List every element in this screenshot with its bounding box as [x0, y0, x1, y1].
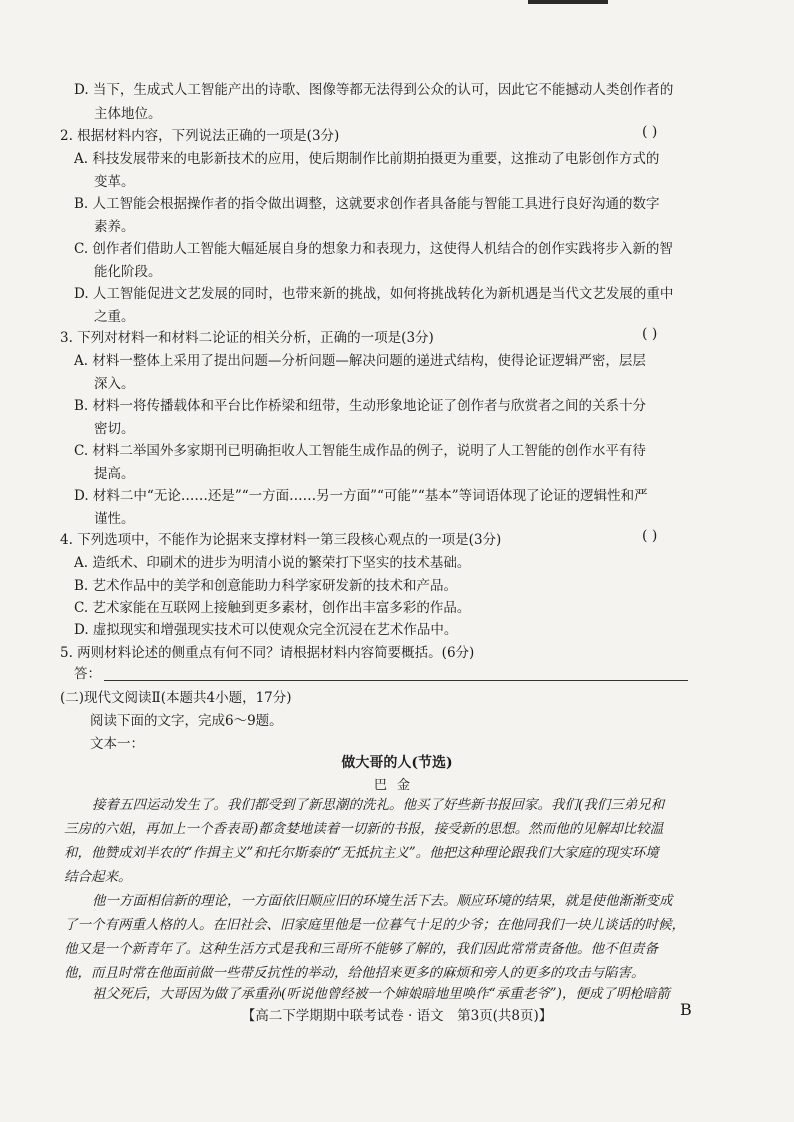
q2-option-a-cont: 变革。: [94, 174, 135, 190]
question-4-answer-paren: ( ): [642, 528, 658, 544]
passage-line: 接着五四运动发生了。我们都受到了新思潮的洗礼。他买了好些新书报回家。我们(我们三弟兄和: [92, 797, 665, 813]
q2-option-c-cont: 能化阶段。: [94, 264, 162, 280]
q3-option-a-cont: 深入。: [94, 376, 135, 392]
q3-option-c: C. 材料二举国外多家期刊已明确拒收人工智能生成作品的例子，说明了人工智能的创作水平有待: [74, 443, 646, 459]
question-5-stem: 5. 两则材料论述的侧重点有何不同？请根据材料内容简要概括。(6分): [60, 645, 475, 661]
passage-line: 他又是一个新青年了。这种生活方式是我和三哥所不能够了解的，我们因此常常责备他。他不但责备: [64, 941, 658, 957]
passage-line: 了一个有两重人格的人。在旧社会、旧家庭里他是一位暮气十足的少爷；在他同我们一块儿谈话的时候，: [64, 917, 685, 933]
q2-option-b: B. 人工智能会根据操作者的指令做出调整，这就要求创作者具备能与智能工具进行良好沟通的数字: [74, 196, 660, 212]
answer-blank-line[interactable]: [104, 680, 688, 681]
q2-option-a: A. 科技发展带来的电影新技术的应用，使后期制作比前期拍摄更为重要，这推动了电影创作方式的: [74, 151, 660, 167]
q3-option-d: D. 材料二中“无论……还是”“一方面……另一方面”“可能”“基本”等词语体现了论证的逻辑性和严: [74, 488, 648, 504]
q4-option-c: C. 艺术家能在互联网上接触到更多素材，创作出丰富多彩的作品。: [74, 600, 471, 616]
scan-mark: [528, 0, 608, 4]
text-label: 文本一：: [90, 736, 144, 752]
question-4-stem: 4. 下列选项中，不能作为论据来支撑材料一第三段核心观点的一项是(3分): [60, 532, 502, 548]
section-2-instruction: 阅读下面的文字，完成6～9题。: [90, 713, 283, 729]
question-2-answer-paren: ( ): [642, 124, 658, 140]
passage-title: 做大哥的人(节选): [341, 755, 453, 771]
q2-option-d: D. 人工智能促进文艺发展的同时，也带来新的挑战，如何将挑战转化为新机遇是当代文艺发展的重中: [74, 286, 674, 302]
passage-line: 他，而且时常在他面前做一些带反抗性的举动，给他招来更多的麻烦和旁人的更多的攻击与陷害。: [64, 965, 645, 981]
passage-line: 祖父死后，大哥因为做了承重孙(听说他曾经被一个婶娘暗地里唤作“承重老爷”)，便成了明枪暗箭: [92, 986, 670, 1002]
question-3-stem: 3. 下列对材料一和材料二论证的相关分析，正确的一项是(3分): [60, 330, 434, 346]
page-footer: 【高二下学期期中联考试卷 · 语文 第3页(共8页)】: [241, 1008, 553, 1024]
question-2-stem: 2. 根据材料内容，下列说法正确的一项是(3分): [60, 128, 340, 144]
question-3-answer-paren: ( ): [642, 326, 658, 342]
q3-option-a: A. 材料一整体上采用了提出问题—分析问题—解决问题的递进式结构，使得论证逻辑严密，层层: [74, 353, 646, 369]
q3-option-b: B. 材料一将传播载体和平台比作桥梁和纽带，生动形象地论证了创作者与欣赏者之间的关系十分: [74, 398, 647, 414]
q4-option-b: B. 艺术作品中的美学和创意能助力科学家研发新的技术和产品。: [74, 578, 458, 594]
passage-line: 他一方面相信新的理论，一方面依旧顺应旧的环境生活下去。顺应环境的结果，就是使他渐渐变成: [92, 893, 673, 909]
q2-option-c: C. 创作者们借助人工智能大幅延展自身的想象力和表现力，这使得人机结合的创作实践将步入新的智: [74, 241, 673, 257]
passage-author: 巴金: [373, 778, 420, 793]
q2-option-d-cont: 之重。: [94, 309, 135, 325]
passage-line: 和，他赞成刘半农的“作揖主义”和托尔斯泰的“无抵抗主义”。他把这种理论跟我们大家庭的现实环境: [64, 845, 659, 861]
answer-label: 答：: [74, 666, 101, 682]
passage-line: 三房的六姐，再加上一个香表哥)都贪婪地读着一切新的书报，接受新的思想。然而他的见解却比较温: [64, 821, 664, 837]
q3-option-d-cont: 谨性。: [94, 511, 135, 527]
q4-option-d: D. 虚拟现实和增强现实技术可以使观众完全沉浸在艺术作品中。: [74, 622, 458, 638]
section-2-heading: (二)现代文阅读Ⅱ(本题共4小题，17分): [60, 690, 292, 706]
option-d-prev-cont: 主体地位。: [94, 106, 162, 122]
q3-option-c-cont: 提高。: [94, 466, 135, 482]
q2-option-b-cont: 素养。: [94, 219, 135, 235]
q3-option-b-cont: 密切。: [94, 421, 135, 437]
paper-version-letter: B: [680, 1000, 692, 1019]
passage-line: 结合起来。: [64, 869, 132, 885]
q4-option-a: A. 造纸术、印刷术的进步为明清小说的繁荣打下坚实的技术基础。: [74, 555, 471, 571]
option-d-prev: D. 当下，生成式人工智能产出的诗歌、图像等都无法得到公众的认可，因此它不能撼动人类创作者的: [74, 82, 674, 98]
